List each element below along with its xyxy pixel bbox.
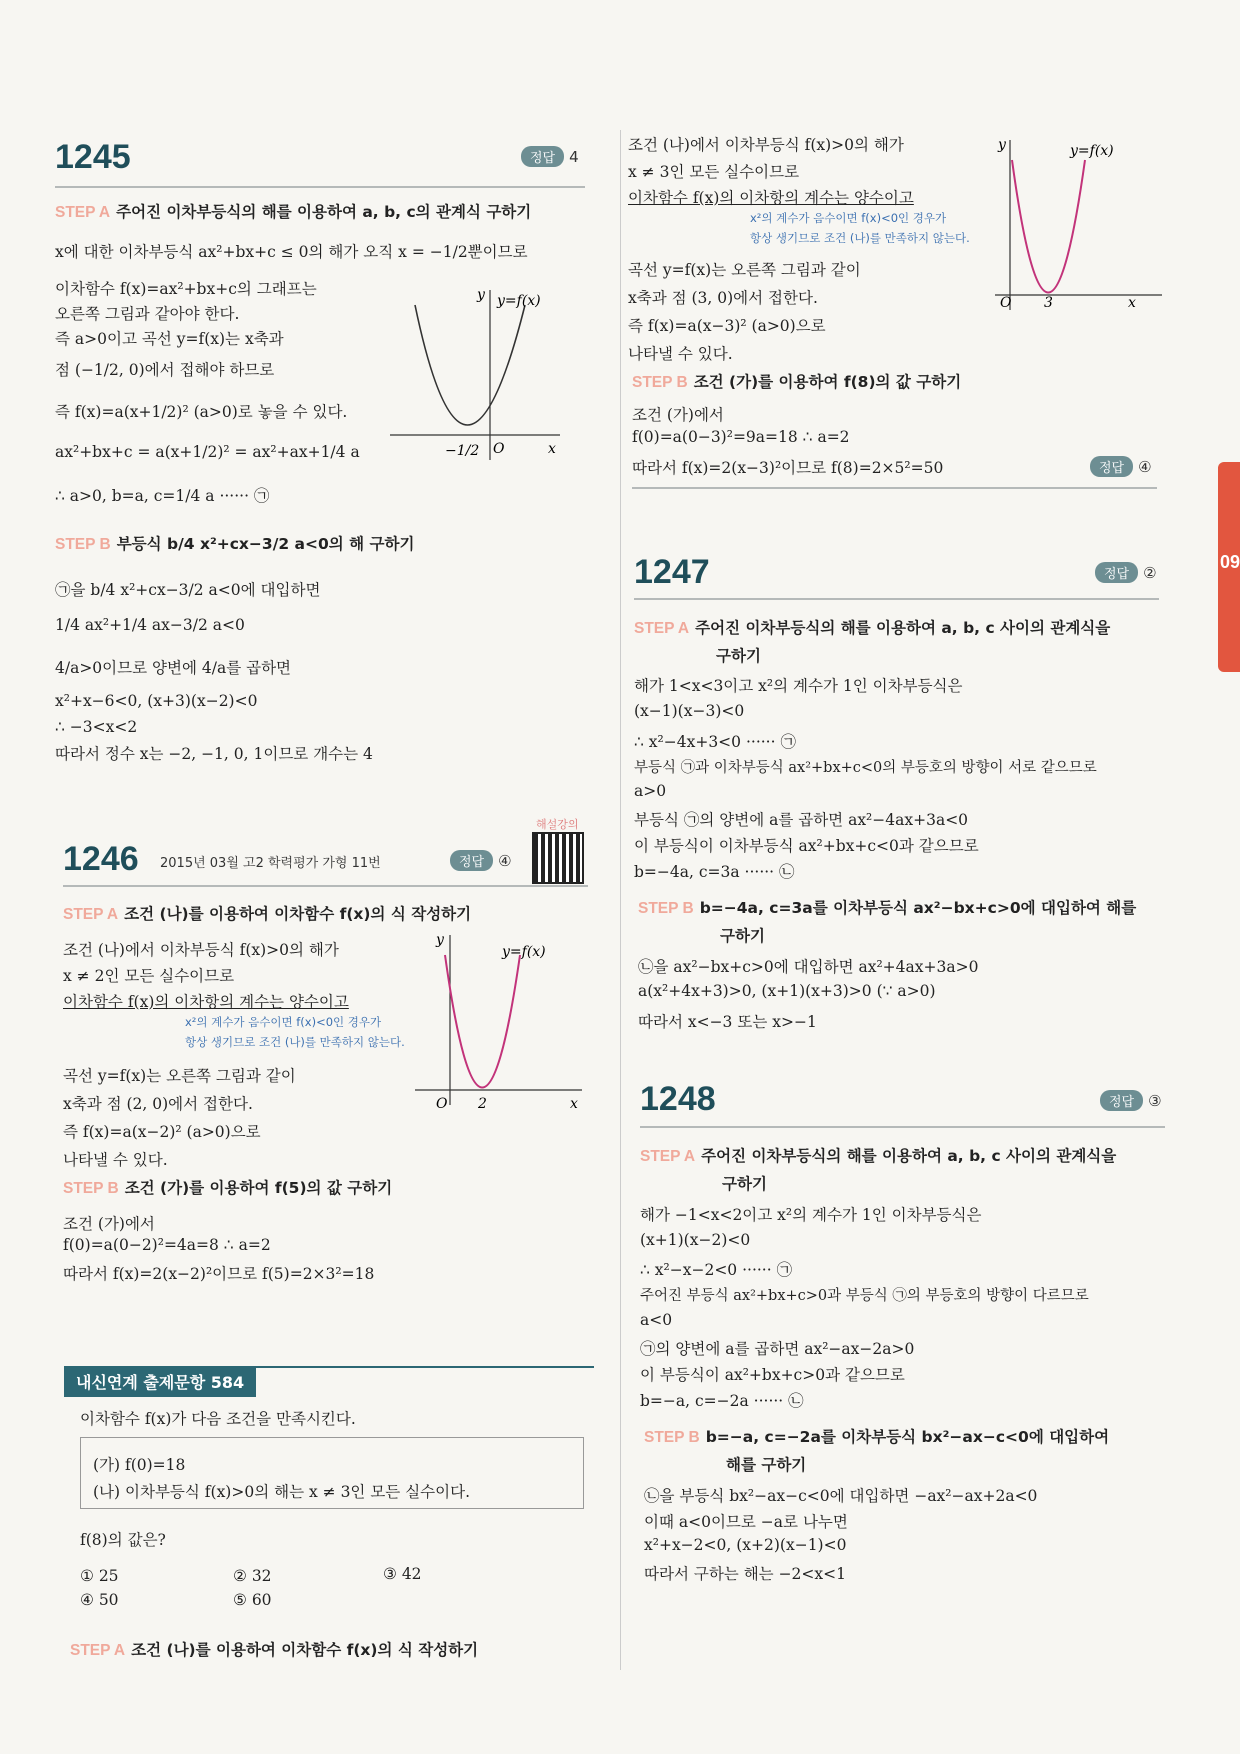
graph-ylabel: y xyxy=(436,932,444,948)
line: ∴ −3<x<2 xyxy=(55,718,138,736)
choice[interactable]: ④ 50 xyxy=(80,1591,119,1609)
answer-pill: 정답 xyxy=(1100,1090,1143,1111)
note: x²의 계수가 음수이면 f(x)<0인 경우가 xyxy=(185,1015,382,1029)
choice[interactable]: ② 32 xyxy=(233,1567,272,1585)
condition: (나) 이차부등식 f(x)>0의 해는 x ≠ 3인 모든 실수이다. xyxy=(93,1483,471,1501)
chapter-tab-label: 09 xyxy=(1220,552,1240,572)
graph-1245 xyxy=(385,285,565,465)
line: 부등식 ㉠의 양변에 a를 곱하면 ax²−4ax+3a<0 xyxy=(634,811,969,829)
line: ∴ x²−x−2<0 ······ ㉠ xyxy=(640,1261,793,1279)
step-b-1245 xyxy=(55,532,414,554)
step-title: b=−4a, c=3a를 이차부등식 ax²−bx+c>0에 대입하여 해를 xyxy=(699,899,1137,917)
problem-number-1245: 1245 xyxy=(55,138,131,176)
line: f(0)=a(0−3)²=9a=18 ∴ a=2 xyxy=(632,428,850,446)
line: 즉 f(x)=a(x+1/2)² (a>0)로 놓을 수 있다. xyxy=(55,403,348,421)
line: (x+1)(x−2)<0 xyxy=(640,1231,751,1249)
graph-curve-label: y=f(x) xyxy=(1070,143,1114,159)
line: ㉡을 부등식 bx²−ax−c<0에 대입하면 −ax²−ax+2a<0 xyxy=(644,1487,1038,1505)
step-tag: STEP B xyxy=(632,374,688,391)
step-title: 조건 (나)를 이용하여 이차함수 f(x)의 식 작성하기 xyxy=(124,905,472,923)
step-tag: STEP A xyxy=(63,906,119,923)
line: 주어진 부등식 ax²+bx+c>0과 부등식 ㉠의 부등호의 방향이 다르므로 xyxy=(640,1288,1089,1304)
step-b-1248 xyxy=(644,1425,1109,1447)
graph-tick: 2 xyxy=(478,1096,487,1110)
answer-pill: 정답 xyxy=(521,146,564,167)
line: 해가 1<x<3이고 x²의 계수가 1인 이차부등식은 xyxy=(634,677,963,695)
answer-value: ② xyxy=(1143,564,1157,582)
step-b-right-top xyxy=(632,370,961,392)
divider-1247 xyxy=(634,598,1159,600)
answer-right-top xyxy=(1090,456,1152,477)
graph-curve-label: y=f(x) xyxy=(502,944,546,960)
line: a(x²+4x+3)>0, (x+1)(x+3)>0 (∵ a>0) xyxy=(638,982,936,1000)
line: ㉠을 b/4 x²+cx−3/2 a<0에 대입하면 xyxy=(55,581,321,599)
note: 항상 생기므로 조건 (나)를 만족하지 않는다. xyxy=(750,231,970,245)
line: x축과 점 (3, 0)에서 접한다. xyxy=(628,289,818,307)
line: ∴ a>0, b=a, c=1/4 a ······ ㉠ xyxy=(55,487,270,505)
step-title: 부등식 b/4 x²+cx−3/2 a<0의 해 구하기 xyxy=(116,535,415,553)
line: 이차함수 f(x)의 이차항의 계수는 양수이고 xyxy=(628,189,914,207)
source-1246: 2015년 03월 고2 학력평가 가형 11번 xyxy=(160,856,381,871)
answer-value: ④ xyxy=(498,852,512,870)
step-a-1248 xyxy=(640,1144,1116,1166)
step-b-1247-cont: 구하기 xyxy=(720,927,765,945)
line: 1/4 ax²+1/4 ax−3/2 a<0 xyxy=(55,616,245,634)
line: 조건 (나)에서 이차부등식 f(x)>0의 해가 xyxy=(63,941,339,959)
line: (x−1)(x−3)<0 xyxy=(634,702,745,720)
step-tag: STEP A xyxy=(634,620,690,637)
graph-right-top xyxy=(990,135,1170,315)
step-a-1246 xyxy=(63,902,471,924)
line: b=−4a, c=3a ······ ㉡ xyxy=(634,863,795,881)
line: 이차함수 f(x)=ax²+bx+c의 그래프는 xyxy=(55,280,317,298)
line: 4/a>0이므로 양변에 4/a를 곱하면 xyxy=(55,659,292,677)
step-tag: STEP A xyxy=(640,1148,696,1165)
line: 즉 f(x)=a(x−3)² (a>0)으로 xyxy=(628,317,826,335)
graph-xlabel: x xyxy=(548,441,556,457)
step-a-1247 xyxy=(634,616,1110,638)
line: 조건 (가)에서 xyxy=(63,1215,155,1233)
line: 나타낼 수 있다. xyxy=(628,345,733,363)
step-title: 조건 (가)를 이용하여 f(8)의 값 구하기 xyxy=(693,373,962,391)
step-tag: STEP B xyxy=(644,1429,700,1446)
column-divider xyxy=(620,130,621,1670)
line: 따라서 f(x)=2(x−2)²이므로 f(5)=2×3²=18 xyxy=(63,1265,375,1283)
line: 즉 f(x)=a(x−2)² (a>0)으로 xyxy=(63,1123,261,1141)
graph-xlabel: x xyxy=(1128,295,1136,311)
note: 항상 생기므로 조건 (나)를 만족하지 않는다. xyxy=(185,1035,405,1049)
answer-1246 xyxy=(450,850,512,871)
line: x ≠ 2인 모든 실수이므로 xyxy=(63,967,235,985)
graph-tick: −1/2 xyxy=(445,443,480,459)
step-title: 조건 (나)를 이용하여 이차함수 f(x)의 식 작성하기 xyxy=(131,1641,479,1659)
line: 이 부등식이 ax²+bx+c>0과 같으므로 xyxy=(640,1366,905,1384)
answer-1245 xyxy=(521,146,579,167)
answer-pill: 정답 xyxy=(450,850,493,871)
answer-value: 4 xyxy=(569,148,579,166)
line: b=−a, c=−2a ······ ㉡ xyxy=(640,1392,804,1410)
step-tag: STEP A xyxy=(55,204,111,221)
choice[interactable]: ③ 42 xyxy=(383,1565,422,1583)
line: 조건 (가)에서 xyxy=(632,406,724,424)
step-title: b=−a, c=−2a를 이차부등식 bx²−ax−c<0에 대입하여 xyxy=(705,1428,1110,1446)
line: 오른쪽 그림과 같아야 한다. xyxy=(55,305,240,323)
question: 이차함수 f(x)가 다음 조건을 만족시킨다. xyxy=(80,1410,356,1428)
line: 이 부등식이 이차부등식 ax²+bx+c<0과 같으므로 xyxy=(634,837,979,855)
divider-1246 xyxy=(63,885,588,887)
graph-ylabel: y xyxy=(998,137,1006,153)
qr-label: 해설강의 xyxy=(536,818,579,831)
problem-number-1248: 1248 xyxy=(640,1080,716,1118)
step-title: 주어진 이차부등식의 해를 이용하여 a, b, c의 관계식 구하기 xyxy=(116,203,532,221)
note: x²의 계수가 음수이면 f(x)<0인 경우가 xyxy=(750,211,947,225)
line: 따라서 정수 x는 −2, −1, 0, 1이므로 개수는 4 xyxy=(55,745,373,763)
step-tag: STEP A xyxy=(70,1642,126,1659)
problem-number-1246: 1246 xyxy=(63,840,139,878)
line: ∴ x²−4x+3<0 ······ ㉠ xyxy=(634,733,796,751)
step-title: 주어진 이차부등식의 해를 이용하여 a, b, c 사이의 관계식을 xyxy=(701,1147,1117,1165)
line: a>0 xyxy=(634,782,667,800)
line: 즉 a>0이고 곡선 y=f(x)는 x축과 xyxy=(55,330,284,348)
line: 나타낼 수 있다. xyxy=(63,1151,168,1169)
condition: (가) f(0)=18 xyxy=(93,1456,186,1474)
divider-1245 xyxy=(55,186,585,188)
step-b-1247 xyxy=(638,896,1136,918)
chapter-side-tab[interactable] xyxy=(1218,462,1240,672)
line: ax²+bx+c = a(x+1/2)² = ax²+ax+1/4 a xyxy=(55,443,360,461)
line: 조건 (나)에서 이차부등식 f(x)>0의 해가 xyxy=(628,136,904,154)
line: 곡선 y=f(x)는 오른쪽 그림과 같이 xyxy=(628,261,861,279)
line: 해가 −1<x<2이고 x²의 계수가 1인 이차부등식은 xyxy=(640,1206,982,1224)
line: 이차함수 f(x)의 이차항의 계수는 양수이고 xyxy=(63,993,349,1011)
answer-pill: 정답 xyxy=(1095,562,1138,583)
graph-curve-label: y=f(x) xyxy=(497,293,541,309)
banner-line xyxy=(64,1366,594,1368)
line: 부등식 ㉠과 이차부등식 ax²+bx+c<0의 부등호의 방향이 서로 같으므로 xyxy=(634,760,1097,776)
line: 따라서 f(x)=2(x−3)²이므로 f(8)=2×5²=50 xyxy=(632,459,944,477)
graph-origin: O xyxy=(1000,295,1012,311)
step-a-1245 xyxy=(55,200,531,222)
step-b-1248-cont: 해를 구하기 xyxy=(726,1456,807,1474)
answer-value: ③ xyxy=(1148,1092,1162,1110)
ask: f(8)의 값은? xyxy=(80,1531,166,1549)
line: ㉠의 양변에 a를 곱하면 ax²−ax−2a>0 xyxy=(640,1340,915,1358)
line: x축과 점 (2, 0)에서 접한다. xyxy=(63,1095,253,1113)
step-tag: STEP B xyxy=(63,1180,119,1197)
choice[interactable]: ⑤ 60 xyxy=(233,1591,272,1609)
answer-value: ④ xyxy=(1138,458,1152,476)
line: 곡선 y=f(x)는 오른쪽 그림과 같이 xyxy=(63,1067,296,1085)
answer-1247 xyxy=(1095,562,1157,583)
line: x²+x−6<0, (x+3)(x−2)<0 xyxy=(55,692,258,710)
step-title: 주어진 이차부등식의 해를 이용하여 a, b, c 사이의 관계식을 xyxy=(695,619,1111,637)
answer-1248 xyxy=(1100,1090,1162,1111)
line: x²+x−2<0, (x+2)(x−1)<0 xyxy=(644,1536,847,1554)
divider-right-top xyxy=(632,487,1157,489)
line: 점 (−1/2, 0)에서 접해야 하므로 xyxy=(55,361,275,379)
line: 따라서 구하는 해는 −2<x<1 xyxy=(644,1565,846,1583)
line: f(0)=a(0−2)²=4a=8 ∴ a=2 xyxy=(63,1236,271,1254)
answer-pill: 정답 xyxy=(1090,456,1133,477)
problem-number-1247: 1247 xyxy=(634,553,710,591)
step-tag: STEP B xyxy=(638,900,694,917)
line: x에 대한 이차부등식 ax²+bx+c ≤ 0의 해가 오직 x = −1/2뿐이므로 xyxy=(55,243,528,261)
step-b-1246 xyxy=(63,1176,392,1198)
step-a-1248-cont: 구하기 xyxy=(722,1175,767,1193)
line: 따라서 x<−3 또는 x>−1 xyxy=(638,1013,817,1031)
step-a-1247-cont: 구하기 xyxy=(716,647,761,665)
line: a<0 xyxy=(640,1311,673,1329)
step-title: 조건 (가)를 이용하여 f(5)의 값 구하기 xyxy=(124,1179,393,1197)
choice[interactable]: ① 25 xyxy=(80,1567,119,1585)
graph-origin: O xyxy=(436,1096,448,1110)
line: 이때 a<0이므로 −a로 나누면 xyxy=(644,1513,848,1531)
graph-tick: 3 xyxy=(1044,295,1053,311)
divider-1248 xyxy=(640,1126,1165,1128)
graph-origin: O xyxy=(493,441,505,457)
step-tag: STEP B xyxy=(55,536,111,553)
qr-code-icon[interactable] xyxy=(532,832,584,884)
naeshin-banner: 내신연계 출제문항 584 xyxy=(64,1366,256,1397)
line: ㉡을 ax²−bx+c>0에 대입하면 ax²+4ax+3a>0 xyxy=(638,958,979,976)
line: x ≠ 3인 모든 실수이므로 xyxy=(628,163,800,181)
graph-xlabel: x xyxy=(570,1096,578,1110)
graph-1246 xyxy=(410,930,590,1110)
step-a-naeshin xyxy=(70,1638,478,1660)
graph-ylabel: y xyxy=(477,287,485,303)
